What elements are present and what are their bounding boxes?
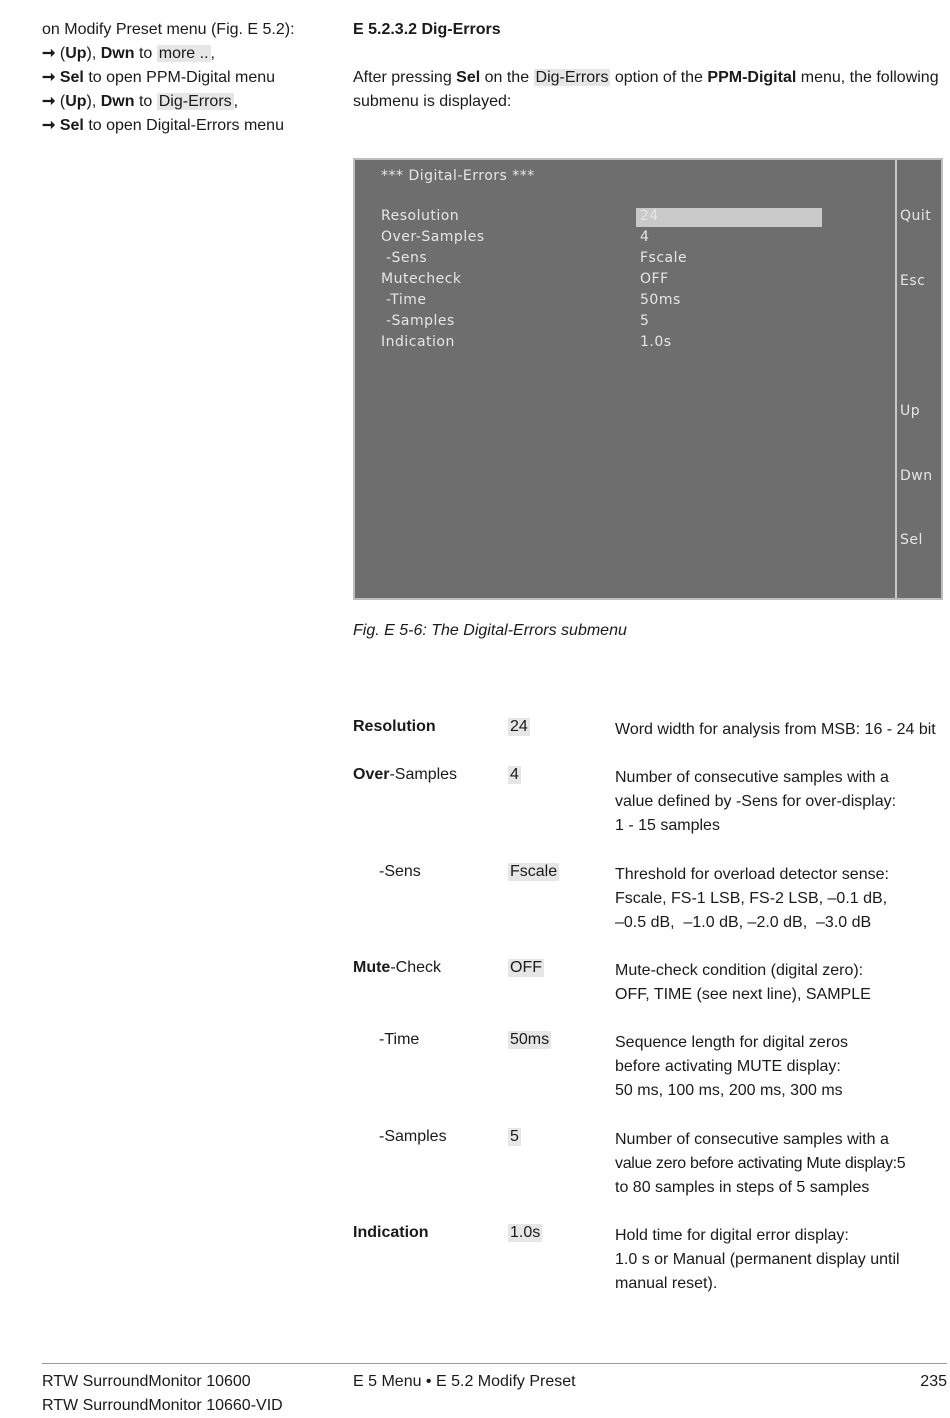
sidebar-line-step3: ➞ (Up), Dwn to Dig-Errors , bbox=[42, 93, 239, 110]
menu-option-more: more .. bbox=[158, 45, 209, 62]
key-dwn: Dwn bbox=[100, 93, 135, 110]
param-value: 4 bbox=[510, 766, 519, 783]
param-description: Threshold for overload detector sense: Fscale, FS-1 LSB, FS-2 LSB, –0.1 dB, –0.5 dB, –1.0 dB, –2.0 dB, –3.0 dB bbox=[615, 866, 889, 931]
page-number: 235 bbox=[920, 1373, 947, 1390]
softkey-esc[interactable]: Esc bbox=[900, 273, 926, 289]
screen-row-value: 24 bbox=[640, 208, 659, 224]
screen-row-label: Resolution bbox=[381, 208, 460, 224]
key-up: Up bbox=[65, 93, 87, 110]
screen-row-samples[interactable] bbox=[381, 313, 881, 334]
key-sel: Sel bbox=[59, 117, 84, 134]
param-value: OFF bbox=[510, 959, 542, 976]
key-sel: Sel bbox=[59, 69, 84, 86]
param-name: Indication bbox=[353, 1224, 429, 1241]
menu-option-dig-errors: Dig-Errors bbox=[158, 93, 232, 110]
screen-row-value: 1.0s bbox=[640, 334, 672, 350]
sidebar-line-step2: ➞ Sel to open PPM-Digital menu bbox=[42, 69, 276, 86]
key-up: Up bbox=[65, 45, 87, 62]
sidebar-line-step1: ➞ (Up), Dwn to more .. , bbox=[42, 45, 215, 62]
screen-row-value: Fscale bbox=[640, 250, 688, 266]
intro-paragraph: After pressing Sel on the Dig-Errors option of the PPM-Digital menu, the following submenu is displayed: bbox=[353, 69, 939, 110]
footer-section: E 5 Menu • E 5.2 Modify Preset bbox=[353, 1373, 576, 1390]
param-name: Resolution bbox=[353, 718, 436, 735]
param-description: Word width for analysis from MSB: 16 - 24 bit bbox=[615, 721, 936, 738]
param-name: Mute-Check bbox=[353, 959, 442, 976]
screen-row-label: Indication bbox=[381, 334, 455, 350]
screen-row-value: 5 bbox=[640, 313, 650, 329]
screen-row-over-samples[interactable] bbox=[381, 229, 881, 250]
param-value: 5 bbox=[510, 1128, 519, 1145]
screen-row-value: OFF bbox=[640, 271, 669, 287]
screen-title: *** Digital-Errors *** bbox=[381, 168, 535, 184]
softkey-up[interactable]: Up bbox=[900, 403, 921, 419]
screen-row-label: Over-Samples bbox=[381, 229, 485, 245]
arrow-icon: ➞ bbox=[42, 93, 56, 110]
sidebar-instructions bbox=[42, 18, 332, 138]
screen-row-resolution[interactable] bbox=[381, 208, 881, 229]
param-description: Number of consecutive samples with a value defined by -Sens for over-display: 1 - 15 samples bbox=[615, 769, 897, 834]
digital-errors-screen bbox=[353, 158, 943, 600]
footer-product: RTW SurroundMonitor 10600 RTW SurroundMonitor 10660-VID bbox=[42, 1373, 283, 1414]
param-description: Number of consecutive samples with a value zero before activating Mute display:5 to 80 samples in steps of 5 samples bbox=[615, 1131, 906, 1196]
screen-row-label: -Sens bbox=[381, 250, 428, 266]
arrow-icon: ➞ bbox=[42, 45, 56, 62]
arrow-icon: ➞ bbox=[42, 69, 56, 86]
screen-row-time[interactable] bbox=[381, 292, 881, 313]
key-dwn: Dwn bbox=[100, 45, 135, 62]
screen-row-indication[interactable] bbox=[381, 334, 881, 355]
screen-row-mutecheck[interactable] bbox=[381, 271, 881, 292]
param-value: 1.0s bbox=[510, 1224, 541, 1241]
softkey-quit[interactable]: Quit bbox=[900, 208, 932, 224]
param-description: Sequence length for digital zeros before activating MUTE display: 50 ms, 100 ms, 200 ms, 300 ms bbox=[615, 1034, 849, 1099]
screen-row-value: 4 bbox=[640, 229, 650, 245]
param-name: Over-Samples bbox=[353, 766, 458, 783]
screen-row-label: -Samples bbox=[381, 313, 455, 329]
param-description: Hold time for digital error display: 1.0 s or Manual (permanent display until manual reset). bbox=[615, 1227, 900, 1292]
section-heading: E 5.2.3.2 Dig-Errors bbox=[353, 21, 501, 38]
softkey-divider bbox=[895, 160, 897, 598]
sidebar-line-intro: on Modify Preset menu (Fig. E 5.2): bbox=[42, 21, 295, 38]
screen-row-label: -Time bbox=[381, 292, 427, 308]
figure-caption: Fig. E 5-6: The Digital-Errors submenu bbox=[353, 622, 627, 639]
param-value: Fscale bbox=[510, 863, 558, 880]
softkey-dwn[interactable]: Dwn bbox=[900, 468, 933, 484]
param-name: -Samples bbox=[379, 1128, 447, 1145]
param-value: 50ms bbox=[510, 1031, 550, 1048]
screen-row-label: Mutecheck bbox=[381, 271, 462, 287]
param-name: -Time bbox=[379, 1031, 420, 1048]
screen-row-value: 50ms bbox=[640, 292, 681, 308]
screen-row-sens[interactable] bbox=[381, 250, 881, 271]
param-description: Mute-check condition (digital zero): OFF, TIME (see next line), SAMPLE bbox=[615, 962, 871, 1003]
menu-option-dig-errors: Dig-Errors bbox=[535, 69, 609, 86]
param-value: 24 bbox=[510, 718, 528, 735]
footer-divider bbox=[42, 1363, 947, 1364]
param-name: -Sens bbox=[379, 863, 421, 880]
softkey-sel[interactable]: Sel bbox=[900, 532, 923, 548]
arrow-icon: ➞ bbox=[42, 117, 56, 134]
sidebar-line-step4: ➞ Sel to open Digital-Errors menu bbox=[42, 117, 284, 134]
